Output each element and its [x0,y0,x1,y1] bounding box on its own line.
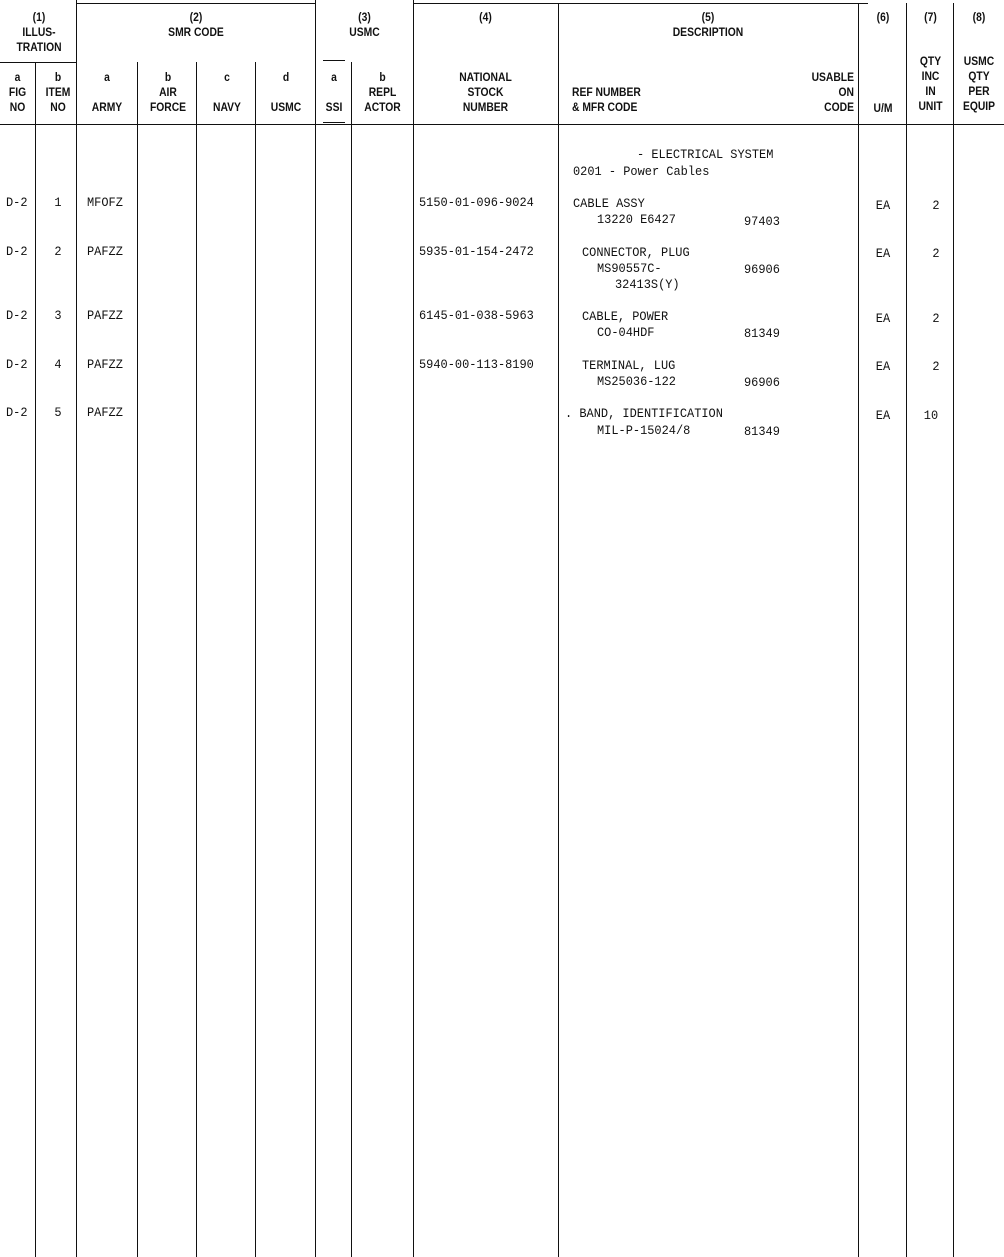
column-rule [137,62,138,1257]
row-item-name: CABLE ASSY [573,196,645,211]
row-smr-code: PAFZZ [87,405,123,420]
header-usmc-smr: d USMC [270,70,302,114]
row-mfr-code: 96906 [744,375,780,390]
row-item-name: CABLE, POWER [582,309,669,324]
header-illustration: (1) ILLUS- TRATION [16,10,62,54]
column-rule [558,3,559,1257]
header-air-force: b AIR FORCE [149,70,187,114]
column-rule [255,62,256,1257]
row-ref-number: MIL-P-15024/8 [597,423,691,438]
row-nsn: 6145-01-038-5963 [419,308,534,323]
column-rule [315,0,316,1257]
row-fig-no: D-2 [6,195,28,210]
top-rule [413,3,868,4]
row-item-name: CONNECTOR, PLUG [582,245,690,260]
header-army: a ARMY [91,70,123,114]
group-subtitle: 0201 - Power Cables [573,164,710,179]
column-rule [351,62,352,1257]
row-mfr-code: 97403 [744,214,780,229]
row-qty: 10 [923,408,939,423]
row-ref-number-cont: 32413S(Y) [615,277,680,292]
header-bottom-rule [0,124,1004,125]
header-subdivider [0,62,76,63]
header-um: U/M [873,101,893,115]
header-replactor: b REPL ACTOR [364,70,401,114]
row-qty: 2 [932,359,940,374]
column-rule [906,3,907,1257]
row-item-no: 5 [54,405,62,420]
group-title: - ELECTRICAL SYSTEM [637,147,774,162]
header-smr-code: (2) SMR CODE [168,10,224,39]
row-smr-code: PAFZZ [87,244,123,259]
row-fig-no: D-2 [6,357,28,372]
row-item-name: . BAND, IDENTIFICATION [565,406,723,421]
header-ssi: a SSI [325,70,343,114]
row-um: EA [875,408,891,423]
column-rule [413,0,414,1257]
row-um: EA [875,311,891,326]
row-nsn: 5935-01-154-2472 [419,244,534,259]
header-usmc: (3) USMC [349,10,380,39]
row-smr-code: PAFZZ [87,357,123,372]
header-col8-number: (8) [972,10,986,24]
column-rule [858,3,859,1257]
header-usable-on-code: USABLE ON CODE [811,70,854,114]
column-rule [196,62,197,1257]
row-nsn: 5150-01-096-9024 [419,195,534,210]
row-item-no: 4 [54,357,62,372]
row-um: EA [875,198,891,213]
row-qty: 2 [932,246,940,261]
row-fig-no: D-2 [6,244,28,259]
header-item-no: b ITEM NO [45,70,71,114]
row-mfr-code: 81349 [744,326,780,341]
row-mfr-code: 96906 [744,262,780,277]
header-usmc-qty-per-equip: USMC QTY PER EQUIP [962,54,996,113]
column-rule [953,3,954,1257]
row-qty: 2 [932,198,940,213]
header-national-stock-number: NATIONAL STOCK NUMBER [459,70,512,114]
row-fig-no: D-2 [6,405,28,420]
column-rule [35,62,36,1257]
row-um: EA [875,246,891,261]
row-smr-code: MFOFZ [87,195,123,210]
row-qty: 2 [932,311,940,326]
top-rule [76,3,316,4]
row-ref-number: MS25036-122 [597,374,676,389]
row-item-no: 3 [54,308,62,323]
header-col4-number: (4) [479,10,492,24]
row-ref-number: 13220 E6427 [597,212,676,227]
row-item-no: 2 [54,244,62,259]
header-navy: c NAVY [213,70,241,114]
ssi-mark [323,60,345,61]
row-ref-number: CO-04HDF [597,325,655,340]
header-qty-inc-in-unit: QTY INC IN UNIT [918,54,943,113]
header-fig-no: a FIG NO [8,70,27,114]
row-um: EA [875,359,891,374]
ssi-mark [323,122,345,123]
header-col7-number: (7) [924,10,937,24]
row-nsn: 5940-00-113-8190 [419,357,534,372]
header-ref-number: REF NUMBER & MFR CODE [572,85,641,114]
row-smr-code: PAFZZ [87,308,123,323]
row-item-no: 1 [54,195,62,210]
column-rule [76,0,77,1257]
row-item-name: TERMINAL, LUG [582,358,676,373]
row-ref-number: MS90557C- [597,261,662,276]
header-description: (5) DESCRIPTION [672,10,744,39]
header-col6-number: (6) [876,10,890,24]
row-mfr-code: 81349 [744,424,780,439]
row-fig-no: D-2 [6,308,28,323]
